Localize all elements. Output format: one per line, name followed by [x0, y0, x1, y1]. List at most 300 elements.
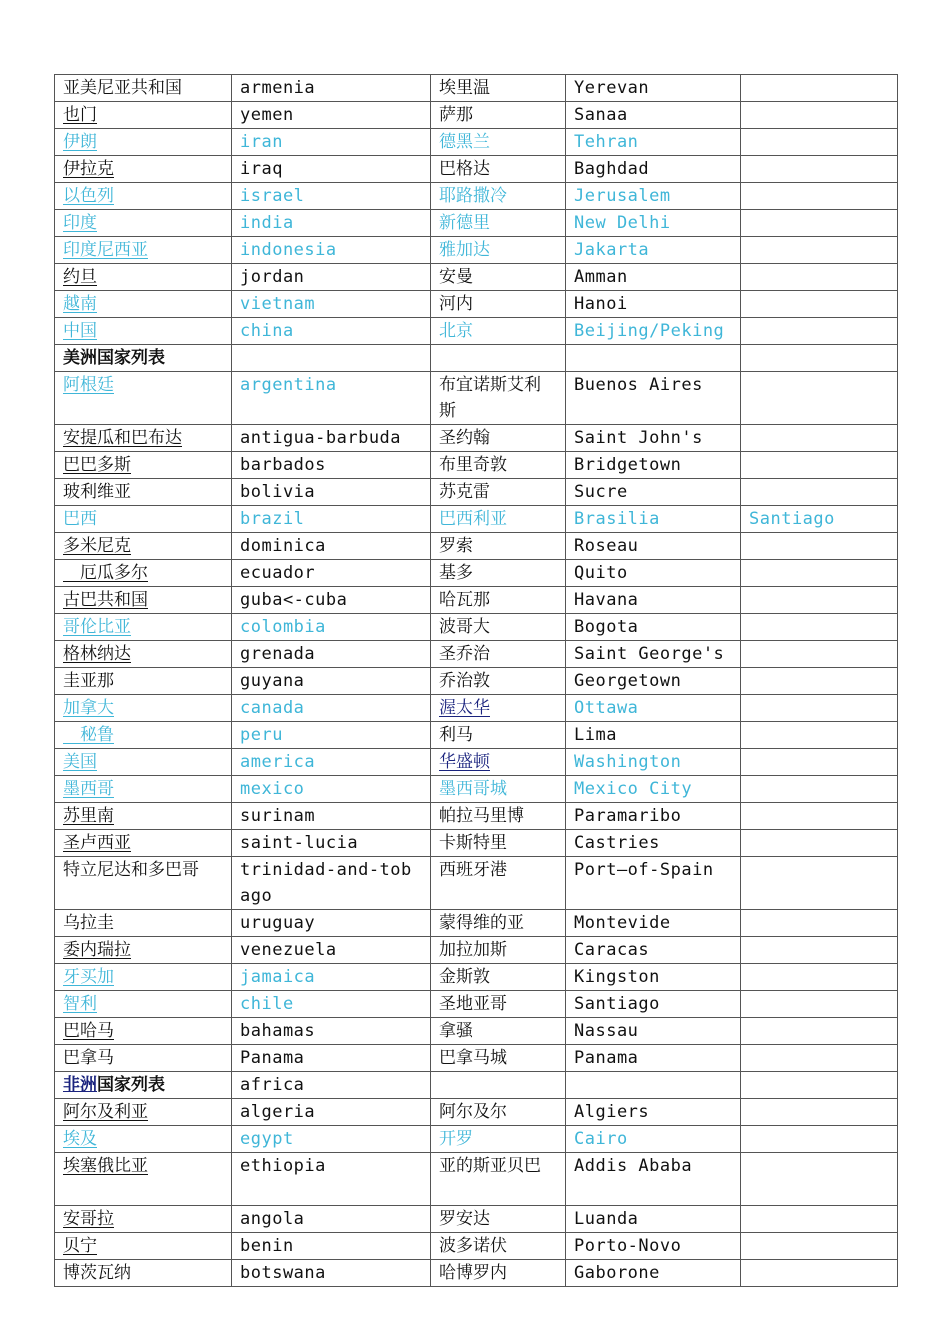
country-cn[interactable]: 苏里南	[63, 806, 114, 826]
capital-en-cell-text: Port—of-Spain	[574, 860, 714, 880]
capital-cn-cell[interactable]	[431, 695, 566, 722]
extra-cell	[741, 1072, 898, 1099]
extra-cell	[741, 372, 898, 425]
country-cn[interactable]: 墨西哥	[63, 779, 114, 799]
capital-cn-cell-text: 墨西哥城	[439, 779, 507, 799]
capital-cn-cell	[431, 533, 566, 560]
country-en-cell-text: canada	[240, 698, 305, 718]
capital-en-cell-text: Baghdad	[574, 159, 650, 179]
capital-cn-cell	[431, 910, 566, 937]
country-en-cell	[232, 560, 431, 587]
table-row	[55, 1233, 898, 1260]
capital-en-cell	[566, 210, 741, 237]
country-cn[interactable]: 智利	[63, 994, 97, 1014]
country-cn[interactable]: 古巴共和国	[63, 590, 148, 610]
country-cn-cell[interactable]	[55, 587, 232, 614]
country-en-cell	[232, 964, 431, 991]
section-heading: 国家列表	[97, 1075, 165, 1095]
country-en-cell	[232, 668, 431, 695]
country-en-cell	[232, 210, 431, 237]
capital-cn-cell	[431, 1206, 566, 1233]
capital-en-cell-text: Porto-Novo	[574, 1236, 682, 1256]
capital-en-cell-text: Amman	[574, 267, 628, 287]
extra-cell	[741, 1099, 898, 1126]
extra-cell	[741, 560, 898, 587]
country-en-cell	[232, 1153, 431, 1206]
capital-cn-cell-text: 亚的斯亚贝巴	[439, 1156, 541, 1176]
extra-cell	[741, 776, 898, 803]
country-cn-cell[interactable]	[55, 776, 232, 803]
capital-cn-cell-text: 利马	[439, 725, 473, 745]
country-cn: 特立尼达和多巴哥	[63, 860, 199, 880]
country-en-cell-text: angola	[240, 1209, 305, 1229]
capital-cn-cell	[431, 614, 566, 641]
capital-cn-cell	[431, 1018, 566, 1045]
country-cn-cell[interactable]	[55, 1099, 232, 1126]
country-cn-cell	[55, 668, 232, 695]
extra-cell	[741, 318, 898, 345]
country-cn-cell[interactable]	[55, 318, 232, 345]
country-en-cell	[232, 1018, 431, 1045]
country-en-cell-text: ethiopia	[240, 1156, 326, 1176]
country-en-cell-text: indonesia	[240, 240, 337, 260]
capital-en-cell-text: Beijing/Peking	[574, 321, 725, 341]
capital-cn-cell	[431, 318, 566, 345]
country-en-cell	[232, 749, 431, 776]
extra-cell	[741, 210, 898, 237]
capital-cn-cell-text: 巴西利亚	[439, 509, 507, 529]
country-en-cell	[232, 264, 431, 291]
country-cn[interactable]: 也门	[63, 105, 97, 125]
capital-en-cell-text: Bogota	[574, 617, 639, 637]
extra-cell	[741, 1153, 898, 1206]
capital-cn-cell-text: 巴拿马城	[439, 1048, 507, 1068]
capital-cn-cell-text: 帕拉马里博	[439, 806, 524, 826]
country-cn[interactable]: 巴哈马	[63, 1021, 114, 1041]
capital-en-cell-text: Algiers	[574, 1102, 650, 1122]
extra-cell	[741, 102, 898, 129]
country-cn[interactable]: 哥伦比亚	[63, 617, 131, 637]
country-cn-cell[interactable]	[55, 210, 232, 237]
country-en-cell-text: saint-lucia	[240, 833, 359, 853]
capital-en-cell	[566, 964, 741, 991]
capital-en-cell-text: Roseau	[574, 536, 639, 556]
country-cn: 乌拉圭	[63, 913, 114, 933]
country-en-cell	[232, 345, 431, 372]
country-en-cell	[232, 156, 431, 183]
extra-cell	[741, 264, 898, 291]
country-cn-cell[interactable]	[55, 237, 232, 264]
table-row	[55, 587, 898, 614]
country-cn-cell	[55, 506, 232, 533]
country-en-cell-text: barbados	[240, 455, 326, 475]
capital-cn-cell	[431, 560, 566, 587]
table-row	[55, 237, 898, 264]
capital-cn-cell	[431, 75, 566, 102]
table-row	[55, 425, 898, 452]
capital-en-cell	[566, 857, 741, 910]
capital-cn-cell-text: 北京	[439, 321, 473, 341]
capital-cn-cell-text: 蒙得维的亚	[439, 913, 524, 933]
country-cn[interactable]: 贝宁	[63, 1236, 97, 1256]
capital-cn-cell	[431, 156, 566, 183]
country-cn-cell	[55, 1072, 232, 1099]
table-row	[55, 75, 898, 102]
country-en-cell-text: vietnam	[240, 294, 316, 314]
country-en-cell	[232, 425, 431, 452]
table-row	[55, 1072, 898, 1099]
capital-cn-cell-text: 哈博罗内	[439, 1263, 507, 1283]
capital-cn-cell	[431, 937, 566, 964]
country-en-cell	[232, 587, 431, 614]
capital-cn-cell	[431, 102, 566, 129]
country-cn-cell	[55, 910, 232, 937]
country-cn-cell[interactable]	[55, 641, 232, 668]
extra-cell	[741, 533, 898, 560]
country-en-cell-text: colombia	[240, 617, 326, 637]
country-cn[interactable]: 牙买加	[63, 967, 114, 987]
country-en-cell	[232, 237, 431, 264]
capital-cn-cell-text: 拿骚	[439, 1021, 473, 1041]
capital-en-cell-text: Gaborone	[574, 1263, 660, 1283]
country-cn-cell[interactable]	[55, 803, 232, 830]
extra-cell	[741, 183, 898, 210]
country-en-cell	[232, 1045, 431, 1072]
extra-cell	[741, 237, 898, 264]
country-en-cell	[232, 291, 431, 318]
capital-en-cell-text: Brasilia	[574, 509, 660, 529]
capital-en-cell	[566, 75, 741, 102]
table-row	[55, 318, 898, 345]
capital-cn-cell	[431, 1072, 566, 1099]
capital-en-cell	[566, 641, 741, 668]
capital-cn-cell	[431, 237, 566, 264]
country-cn[interactable]: 安提瓜和巴布达	[63, 428, 182, 448]
capital-en-cell-text: Washington	[574, 752, 682, 772]
capital-cn-cell	[431, 264, 566, 291]
capital-cn-cell	[431, 587, 566, 614]
country-cn-cell[interactable]	[55, 372, 232, 425]
extra-cell	[741, 695, 898, 722]
country-cn[interactable]: 巴巴多斯	[63, 455, 131, 475]
capital-en-cell-text: Santiago	[574, 994, 660, 1014]
country-cn[interactable]: 越南	[63, 294, 97, 314]
country-en-cell	[232, 1260, 431, 1287]
capital-en-cell	[566, 264, 741, 291]
country-cn-cell	[55, 479, 232, 506]
country-cn[interactable]: 秘鲁	[63, 725, 114, 745]
extra-cell	[741, 803, 898, 830]
table-row	[55, 749, 898, 776]
capital-cn-cell	[431, 372, 566, 425]
country-cn-cell[interactable]	[55, 129, 232, 156]
capital-en-cell	[566, 803, 741, 830]
capital-cn-cell-text: 埃里温	[439, 78, 490, 98]
capital-cn-cell-text: 圣约翰	[439, 428, 490, 448]
country-en-cell-text: bolivia	[240, 482, 316, 502]
country-en-cell	[232, 614, 431, 641]
country-capital-table	[54, 74, 898, 1287]
country-cn-cell[interactable]	[55, 102, 232, 129]
capital-cn-cell	[431, 425, 566, 452]
capital-cn-cell	[431, 506, 566, 533]
country-cn[interactable]: 阿尔及利亚	[63, 1102, 148, 1122]
extra-cell	[741, 830, 898, 857]
country-en-cell-text: trinidad-and-tobago	[240, 860, 412, 906]
country-en-cell	[232, 479, 431, 506]
capital-cn-cell-text: 耶路撒冷	[439, 186, 507, 206]
capital-cn-cell-text[interactable]: 华盛顿	[439, 752, 490, 772]
country-cn-cell[interactable]	[55, 291, 232, 318]
table-row	[55, 129, 898, 156]
capital-cn-cell	[431, 1260, 566, 1287]
country-cn[interactable]: 伊拉克	[63, 159, 114, 179]
country-cn-cell[interactable]	[55, 964, 232, 991]
capital-en-cell	[566, 695, 741, 722]
country-cn-cell[interactable]	[55, 937, 232, 964]
capital-en-cell-text: Kingston	[574, 967, 660, 987]
country-cn: 巴西	[63, 509, 97, 529]
capital-cn-cell	[431, 1099, 566, 1126]
capital-en-cell	[566, 587, 741, 614]
capital-cn-cell	[431, 1233, 566, 1260]
capital-cn-cell-text: 德黑兰	[439, 132, 490, 152]
table-row	[55, 102, 898, 129]
capital-en-cell-text: Georgetown	[574, 671, 682, 691]
capital-en-cell	[566, 722, 741, 749]
capital-cn-cell-text: 罗索	[439, 536, 473, 556]
capital-cn-cell-text: 新德里	[439, 213, 490, 233]
country-en-cell-text: algeria	[240, 1102, 316, 1122]
capital-cn-cell-text: 巴格达	[439, 159, 490, 179]
country-cn-cell[interactable]	[55, 1018, 232, 1045]
country-cn-cell[interactable]	[55, 1153, 232, 1206]
country-cn[interactable]: 安哥拉	[63, 1209, 114, 1229]
country-cn-cell[interactable]	[55, 264, 232, 291]
extra-cell	[741, 75, 898, 102]
country-cn[interactable]: 多米尼克	[63, 536, 131, 556]
capital-cn-cell-text: 河内	[439, 294, 473, 314]
capital-cn-cell-text: 萨那	[439, 105, 473, 125]
capital-en-cell	[566, 533, 741, 560]
extra-cell	[741, 1126, 898, 1153]
country-en-cell-text: benin	[240, 1236, 294, 1256]
extra-cell	[741, 479, 898, 506]
capital-en-cell	[566, 425, 741, 452]
country-cn-cell[interactable]	[55, 614, 232, 641]
country-cn-cell[interactable]	[55, 1126, 232, 1153]
capital-en-cell	[566, 560, 741, 587]
country-en-cell-text: uruguay	[240, 913, 316, 933]
country-en-cell	[232, 910, 431, 937]
country-cn: 巴拿马	[63, 1048, 114, 1068]
country-cn-cell[interactable]	[55, 560, 232, 587]
extra-cell	[741, 1206, 898, 1233]
country-cn[interactable]: 以色列	[63, 186, 114, 206]
country-cn-cell[interactable]	[55, 830, 232, 857]
country-cn-cell[interactable]	[55, 183, 232, 210]
capital-cn-cell-text: 乔治敦	[439, 671, 490, 691]
country-cn-cell[interactable]	[55, 695, 232, 722]
extra-cell	[741, 425, 898, 452]
capital-en-cell-text: Tehran	[574, 132, 639, 152]
capital-en-cell	[566, 937, 741, 964]
capital-en-cell	[566, 1072, 741, 1099]
country-en-cell-text: china	[240, 321, 294, 341]
extra-cell	[741, 991, 898, 1018]
country-cn[interactable]: 圣卢西亚	[63, 833, 131, 853]
capital-cn-cell-text: 布里奇敦	[439, 455, 507, 475]
country-en-cell	[232, 641, 431, 668]
table-row	[55, 937, 898, 964]
country-cn[interactable]: 委内瑞拉	[63, 940, 131, 960]
country-cn[interactable]: 厄瓜多尔	[63, 563, 148, 583]
capital-en-cell	[566, 102, 741, 129]
country-en-cell-text: egypt	[240, 1129, 294, 1149]
extra-cell	[741, 506, 898, 533]
extra-cell	[741, 614, 898, 641]
country-cn[interactable]: 美国	[63, 752, 97, 772]
capital-en-cell-text: Havana	[574, 590, 639, 610]
table-row	[55, 722, 898, 749]
extra-cell	[741, 1045, 898, 1072]
capital-cn-cell	[431, 776, 566, 803]
capital-en-cell-text: Panama	[574, 1048, 639, 1068]
country-cn: 亚美尼亚共和国	[63, 78, 182, 98]
capital-cn-cell-text[interactable]: 渥太华	[439, 698, 490, 718]
table-row	[55, 776, 898, 803]
country-cn[interactable]: 阿根廷	[63, 375, 114, 395]
capital-en-cell-text: Cairo	[574, 1129, 628, 1149]
capital-en-cell-text: Sucre	[574, 482, 628, 502]
extra-cell	[741, 722, 898, 749]
country-cn[interactable]: 印度尼西亚	[63, 240, 148, 260]
capital-en-cell	[566, 291, 741, 318]
capital-en-cell	[566, 129, 741, 156]
extra-cell	[741, 291, 898, 318]
table-row	[55, 991, 898, 1018]
capital-en-cell	[566, 183, 741, 210]
country-cn[interactable]: 约旦	[63, 267, 97, 287]
country-cn: 博茨瓦纳	[63, 1263, 131, 1283]
capital-en-cell	[566, 506, 741, 533]
capital-en-cell	[566, 1126, 741, 1153]
capital-cn-cell-text: 基多	[439, 563, 473, 583]
country-cn[interactable]: 格林纳达	[63, 644, 131, 664]
capital-cn-cell-text: 加拉加斯	[439, 940, 507, 960]
table-body	[55, 75, 898, 1287]
country-cn-cell[interactable]	[55, 749, 232, 776]
country-en-cell-text: ecuador	[240, 563, 316, 583]
capital-en-cell-text: Sanaa	[574, 105, 628, 125]
country-en-cell-text: america	[240, 752, 316, 772]
country-cn-cell[interactable]	[55, 156, 232, 183]
country-cn[interactable]: 加拿大	[63, 698, 114, 718]
capital-en-cell	[566, 237, 741, 264]
country-en-cell-text: grenada	[240, 644, 316, 664]
section-link[interactable]: 非洲	[63, 1075, 97, 1095]
capital-en-cell	[566, 1099, 741, 1126]
country-en-cell	[232, 1233, 431, 1260]
table-row	[55, 830, 898, 857]
table-row	[55, 1206, 898, 1233]
capital-cn-cell-text: 布宜诺斯艾利斯	[439, 375, 541, 421]
extra-cell	[741, 937, 898, 964]
country-cn-cell[interactable]	[55, 425, 232, 452]
country-cn[interactable]: 印度	[63, 213, 97, 233]
extra-cell	[741, 641, 898, 668]
country-cn-cell[interactable]	[55, 1233, 232, 1260]
country-cn[interactable]: 伊朗	[63, 132, 97, 152]
capital-cn-cell	[431, 1045, 566, 1072]
capital-en-cell-text: Lima	[574, 725, 617, 745]
capital-cn-cell-text: 雅加达	[439, 240, 490, 260]
table-row	[55, 1153, 898, 1206]
capital-cn-cell-text: 波多诺伏	[439, 1236, 507, 1256]
country-cn-cell	[55, 1045, 232, 1072]
table-row	[55, 1045, 898, 1072]
capital-en-cell	[566, 452, 741, 479]
country-en-cell-text: jordan	[240, 267, 305, 287]
country-en-cell-text: armenia	[240, 78, 316, 98]
capital-cn-cell[interactable]	[431, 749, 566, 776]
capital-cn-cell	[431, 291, 566, 318]
table-row	[55, 1099, 898, 1126]
capital-en-cell	[566, 1260, 741, 1287]
country-en-cell	[232, 452, 431, 479]
capital-en-cell-text: Saint John's	[574, 428, 703, 448]
extra-cell	[741, 452, 898, 479]
extra-cell	[741, 910, 898, 937]
country-cn[interactable]: 埃塞俄比亚	[63, 1156, 148, 1176]
country-en-cell	[232, 695, 431, 722]
capital-en-cell-text: Hanoi	[574, 294, 628, 314]
capital-en-cell	[566, 1206, 741, 1233]
country-en-cell-text: surinam	[240, 806, 316, 826]
capital-cn-cell	[431, 964, 566, 991]
country-cn-cell[interactable]	[55, 722, 232, 749]
country-en-cell	[232, 102, 431, 129]
extra-cell	[741, 1260, 898, 1287]
country-cn-cell[interactable]	[55, 533, 232, 560]
capital-en-cell-text: Luanda	[574, 1209, 639, 1229]
capital-cn-cell	[431, 345, 566, 372]
country-en-cell-text: iran	[240, 132, 283, 152]
capital-en-cell-text: Montevide	[574, 913, 671, 933]
table-row	[55, 479, 898, 506]
table-row	[55, 857, 898, 910]
table-row	[55, 452, 898, 479]
table-row	[55, 183, 898, 210]
table-row	[55, 641, 898, 668]
country-en-cell	[232, 533, 431, 560]
country-en-cell-text: Panama	[240, 1048, 305, 1068]
country-cn-cell	[55, 345, 232, 372]
country-cn[interactable]: 中国	[63, 321, 97, 341]
extra-cell	[741, 129, 898, 156]
capital-cn-cell-text: 安曼	[439, 267, 473, 287]
capital-en-cell-text: Buenos Aires	[574, 375, 703, 395]
capital-cn-cell	[431, 1153, 566, 1206]
extra-cell	[741, 587, 898, 614]
country-cn-cell[interactable]	[55, 991, 232, 1018]
capital-cn-cell-text: 阿尔及尔	[439, 1102, 507, 1122]
country-cn[interactable]: 埃及	[63, 1129, 97, 1149]
country-cn-cell[interactable]	[55, 1206, 232, 1233]
capital-en-cell	[566, 1233, 741, 1260]
country-cn-cell[interactable]	[55, 452, 232, 479]
capital-en-cell-text: Mexico City	[574, 779, 693, 799]
